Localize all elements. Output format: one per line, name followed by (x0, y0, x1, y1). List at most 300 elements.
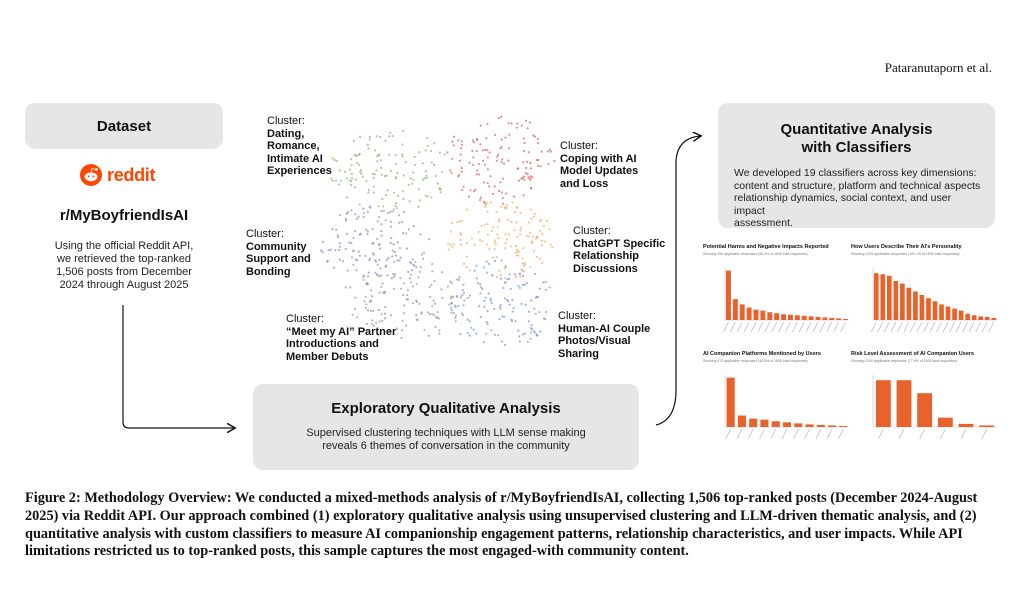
scatter-point (401, 153, 403, 155)
exploratory-description (283, 427, 609, 453)
scatter-point (457, 139, 459, 141)
scatter-point (539, 258, 541, 260)
scatter-point (403, 312, 405, 314)
chart-title: How Users Describe Their AI's Personality (851, 244, 962, 250)
chart-bar (939, 304, 944, 320)
chart-tick-label (982, 322, 987, 332)
scatter-point (429, 296, 431, 298)
exploratory-description-line: Supervised clustering techniques with LLM sense making (306, 427, 586, 439)
chart-bar (876, 380, 891, 427)
chart-bar (917, 393, 932, 427)
chart-bar (843, 319, 848, 320)
scatter-point (483, 300, 485, 302)
scatter-point (504, 277, 506, 279)
scatter-point (519, 233, 521, 235)
scatter-point (539, 330, 541, 332)
chart-bar (726, 271, 731, 320)
scatter-point (438, 329, 440, 331)
scatter-point (406, 248, 408, 250)
scatter-point (515, 276, 517, 278)
scatter-point (413, 225, 415, 227)
scatter-point (553, 160, 555, 162)
scatter-point (460, 147, 462, 149)
scatter-point (501, 315, 503, 317)
scatter-point (500, 304, 502, 306)
scatter-point (462, 283, 464, 285)
scatter-point (378, 153, 380, 155)
scatter-point (385, 194, 387, 196)
scatter-point (418, 151, 420, 153)
scatter-point (469, 162, 471, 164)
scatter-point (530, 331, 532, 333)
scatter-point (460, 234, 462, 236)
chart-tick-label (871, 322, 876, 332)
scatter-point (490, 329, 492, 331)
scatter-point (461, 144, 463, 146)
scatter-point (351, 256, 353, 258)
scatter-point (402, 190, 404, 192)
chart-tick-label (923, 322, 928, 332)
scatter-point (496, 160, 498, 162)
scatter-point (478, 231, 480, 233)
scatter-point (495, 243, 497, 245)
scatter-point (346, 233, 348, 235)
chart-tick-label (771, 429, 776, 439)
scatter-point (427, 311, 429, 313)
scatter-point (497, 237, 499, 239)
cluster-line: Relationship (573, 250, 640, 262)
scatter-point (487, 223, 489, 225)
scatter-point (461, 220, 463, 222)
scatter-point (425, 170, 427, 172)
scatter-point (362, 279, 364, 281)
chart-tick-label (730, 322, 735, 332)
scatter-point (362, 208, 364, 210)
scatter-point (483, 306, 485, 308)
chart-platforms (703, 351, 853, 451)
scatter-point (520, 227, 522, 229)
scatter-point (387, 257, 389, 259)
scatter-point (502, 203, 504, 205)
scatter-point (418, 188, 420, 190)
scatter-point (498, 270, 500, 272)
chart-bar (829, 318, 834, 320)
scatter-point (536, 159, 538, 161)
scatter-point (472, 156, 474, 158)
scatter-point (448, 304, 450, 306)
scatter-point (472, 139, 474, 141)
scatter-point (365, 307, 367, 309)
chart-bars-svg (851, 244, 1001, 344)
chart-bar (897, 380, 912, 427)
scatter-point (450, 231, 452, 233)
scatter-point (484, 164, 486, 166)
scatter-point (497, 334, 499, 336)
scatter-point (498, 318, 500, 320)
cluster-line: Experiences (267, 165, 332, 177)
scatter-point (469, 189, 471, 191)
chart-ai-personality (851, 244, 1001, 344)
cluster-line: “Meet my AI” Partner (286, 325, 397, 338)
scatter-point (543, 225, 545, 227)
scatter-point (389, 132, 391, 134)
cluster-line: Model Updates (560, 165, 639, 177)
scatter-point (402, 198, 404, 200)
scatter-point (366, 233, 368, 235)
scatter-point (392, 273, 394, 275)
scatter-point (527, 173, 529, 175)
scatter-point (541, 240, 543, 242)
scatter-point (423, 329, 425, 331)
scatter-point (512, 307, 514, 309)
scatter-point (385, 219, 387, 221)
scatter-point (432, 300, 434, 302)
scatter-point (519, 287, 521, 289)
scatter-point (511, 299, 513, 301)
scatter-point (503, 163, 505, 165)
scatter-point (385, 265, 387, 267)
scatter-point (355, 269, 357, 271)
scatter-point (512, 311, 514, 313)
scatter-point (359, 203, 361, 205)
scatter-point (516, 123, 518, 125)
scatter-point (486, 261, 488, 263)
scatter-point (545, 289, 547, 291)
scatter-point (350, 180, 352, 182)
scatter-point (374, 149, 376, 151)
scatter-point (351, 173, 353, 175)
scatter-point (412, 171, 414, 173)
scatter-point (523, 179, 525, 181)
scatter-point (393, 276, 395, 278)
chart-axis (873, 375, 997, 427)
scatter-point (528, 151, 530, 153)
chart-bar (836, 318, 841, 320)
scatter-point (505, 233, 507, 235)
scatter-point (413, 156, 415, 158)
scatter-point (367, 275, 369, 277)
scatter-point (427, 145, 429, 147)
scatter-point (524, 142, 526, 144)
scatter-point (346, 196, 348, 198)
scatter-point (481, 225, 483, 227)
chart-bar (874, 273, 879, 320)
scatter-point (362, 276, 364, 278)
chart-bars-svg (851, 351, 1001, 451)
scatter-point (451, 302, 453, 304)
scatter-point (339, 242, 341, 244)
scatter-point (354, 213, 356, 215)
chart-bar (772, 421, 780, 427)
chart-bar (805, 424, 813, 427)
scatter-point (374, 173, 376, 175)
scatter-point (379, 247, 381, 249)
scatter-point (514, 320, 516, 322)
chart-bar (978, 316, 983, 320)
scatter-point (456, 221, 458, 223)
cluster-line: Human-AI Couple (558, 322, 651, 335)
scatter-point (539, 165, 541, 167)
scatter-point (453, 312, 455, 314)
scatter-point (528, 320, 530, 322)
scatter-point (378, 309, 380, 311)
scatter-point (483, 266, 485, 268)
scatter-point (510, 245, 512, 247)
quantitative-analysis-box (718, 103, 995, 228)
scatter-point (449, 280, 451, 282)
chart-bar (802, 316, 807, 320)
scatter-point (352, 264, 354, 266)
chart-tick-label (737, 322, 742, 332)
scatter-point (399, 247, 401, 249)
scatter-point (547, 150, 549, 152)
scatter-point (450, 307, 452, 309)
chart-bar (839, 426, 847, 427)
scatter-point (491, 230, 493, 232)
cluster-line: Coping with AI (560, 152, 637, 165)
scatter-point (526, 282, 528, 284)
scatter-point (484, 224, 486, 226)
scatter-point (491, 274, 493, 276)
cluster-label-chatgpt (573, 225, 665, 275)
scatter-point (401, 320, 403, 322)
quantitative-description-line: relationship dynamics, social context, and user impact (734, 192, 952, 217)
scatter-point (392, 250, 394, 252)
scatter-point (550, 150, 552, 152)
scatter-point (412, 302, 414, 304)
scatter-point (537, 138, 539, 140)
scatter-point (369, 301, 371, 303)
scatter-point (384, 306, 386, 308)
quantitative-description-line: We developed 19 classifiers across key dimensions: (734, 167, 977, 179)
scatter-point (365, 228, 367, 230)
chart-tick-label (982, 429, 987, 439)
scatter-point (422, 179, 424, 181)
scatter-point (461, 189, 463, 191)
scatter-point (350, 158, 352, 160)
chart-bar (740, 304, 745, 320)
scatter-point (330, 249, 332, 251)
scatter-point (460, 153, 462, 155)
scatter-point (526, 161, 528, 163)
chart-risk-level (851, 351, 1001, 451)
scatter-point (525, 304, 527, 306)
scatter-point (386, 274, 388, 276)
scatter-point (399, 277, 401, 279)
scatter-point (476, 150, 478, 152)
chart-tick-label (904, 322, 909, 332)
scatter-point (363, 300, 365, 302)
cluster-line: Bonding (246, 265, 291, 278)
scatter-point (477, 282, 479, 284)
scatter-point (500, 277, 502, 279)
scatter-point (533, 250, 535, 252)
scatter-point (541, 244, 543, 246)
cluster-label-community (246, 228, 311, 278)
scatter-point (486, 202, 488, 204)
scatter-point (417, 205, 419, 207)
scatter-point (381, 282, 383, 284)
scatter-point (520, 212, 522, 214)
scatter-point (497, 226, 499, 228)
scatter-point (391, 255, 393, 257)
chart-tick-label (891, 322, 896, 332)
scatter-point (435, 175, 437, 177)
scatter-point (370, 310, 372, 312)
scatter-point (533, 216, 535, 218)
scatter-point (476, 277, 478, 279)
chart-tick-label (976, 322, 981, 332)
scatter-point (459, 160, 461, 162)
scatter-point (541, 151, 543, 153)
scatter-point (523, 262, 525, 264)
scatter-point (519, 229, 521, 231)
quantitative-title (718, 121, 995, 157)
quantitative-title-line: Quantitative Analysis (780, 121, 933, 138)
scatter-point (506, 299, 508, 301)
scatter-point (475, 265, 477, 267)
scatter-point (376, 274, 378, 276)
scatter-point (420, 266, 422, 268)
scatter-point (461, 167, 463, 169)
cluster-line: Sharing (558, 347, 599, 360)
scatter-point (526, 235, 528, 237)
chart-bar (788, 315, 793, 320)
scatter-point (539, 220, 541, 222)
scatter-point (504, 297, 506, 299)
chart-tick-label (940, 429, 945, 439)
chart-bar (817, 425, 825, 427)
scatter-point (331, 228, 333, 230)
scatter-point (379, 136, 381, 138)
scatter-point (384, 175, 386, 177)
scatter-point (403, 282, 405, 284)
scatter-point (528, 221, 530, 223)
scatter-point (339, 169, 341, 171)
scatter-point (484, 149, 486, 151)
scatter-point (479, 292, 481, 294)
scatter-point (402, 156, 404, 158)
scatter-point (373, 177, 375, 179)
scatter-point (441, 171, 443, 173)
scatter-point (342, 260, 344, 262)
scatter-point (518, 250, 520, 252)
scatter-point (539, 288, 541, 290)
scatter-point (380, 275, 382, 277)
scatter-point (451, 309, 453, 311)
scatter-point (326, 260, 328, 262)
scatter-point (467, 297, 469, 299)
chart-bar (880, 274, 885, 320)
scatter-point (453, 144, 455, 146)
dataset-description-line: 2024 through August 2025 (59, 279, 189, 291)
chart-bar (913, 291, 918, 320)
scatter-point (531, 324, 533, 326)
scatter-point (471, 150, 473, 152)
scatter-point (407, 289, 409, 291)
chart-tick-label (723, 322, 728, 332)
scatter-point (492, 226, 494, 228)
scatter-point (358, 164, 360, 166)
scatter-point (503, 316, 505, 318)
chart-potential-harms (703, 244, 853, 344)
scatter-point (523, 150, 525, 152)
scatter-point (492, 193, 494, 195)
scatter-point (504, 207, 506, 209)
scatter-point (372, 228, 374, 230)
scatter-point (419, 233, 421, 235)
scatter-point (487, 323, 489, 325)
chart-tick-label (782, 429, 787, 439)
scatter-point (513, 196, 515, 198)
scatter-point (434, 326, 436, 328)
scatter-point (533, 308, 535, 310)
scatter-point (356, 162, 358, 164)
scatter-point (350, 184, 352, 186)
chart-tick-label (920, 429, 925, 439)
dataset-description-line: Using the official Reddit API, (54, 240, 194, 252)
scatter-point (501, 191, 503, 193)
scatter-point (458, 220, 460, 222)
scatter-point (523, 176, 525, 178)
scatter-point (338, 183, 340, 185)
scatter-point (472, 164, 474, 166)
scatter-point (390, 221, 392, 223)
scatter-point (422, 162, 424, 164)
chart-tick-label (805, 429, 810, 439)
scatter-point (337, 236, 339, 238)
scatter-point (516, 249, 518, 251)
scatter-point (456, 278, 458, 280)
chart-tick-label (884, 322, 889, 332)
chart-bar (816, 317, 821, 320)
scatter-point (425, 195, 427, 197)
scatter-point (516, 254, 518, 256)
chart-bar (749, 419, 757, 427)
chart-tick-label (937, 322, 942, 332)
scatter-point (354, 186, 356, 188)
scatter-point (484, 206, 486, 208)
scatter-point (501, 138, 503, 140)
scatter-point (537, 142, 539, 144)
scatter-point (410, 274, 412, 276)
scatter-point (504, 281, 506, 283)
scatter-point (357, 215, 359, 217)
scatter-point (412, 179, 414, 181)
scatter-point (383, 292, 385, 294)
scatter-point (411, 183, 413, 185)
scatter-point (505, 266, 507, 268)
scatter-point (369, 136, 371, 138)
scatter-point (478, 163, 480, 165)
scatter-point (457, 175, 459, 177)
scatter-point (460, 296, 462, 298)
chart-tick-label (785, 322, 790, 332)
scatter-point (428, 335, 430, 337)
scatter-point (433, 164, 435, 166)
scatter-point (349, 169, 351, 171)
scatter-point (384, 140, 386, 142)
scatter-point (486, 310, 488, 312)
scatter-point (455, 320, 457, 322)
scatter-point (500, 161, 502, 163)
scatter-point (463, 292, 465, 294)
scatter-point (400, 288, 402, 290)
scatter-point (469, 335, 471, 337)
scatter-point (499, 306, 501, 308)
chart-bar (959, 424, 974, 427)
scatter-point (508, 147, 510, 149)
